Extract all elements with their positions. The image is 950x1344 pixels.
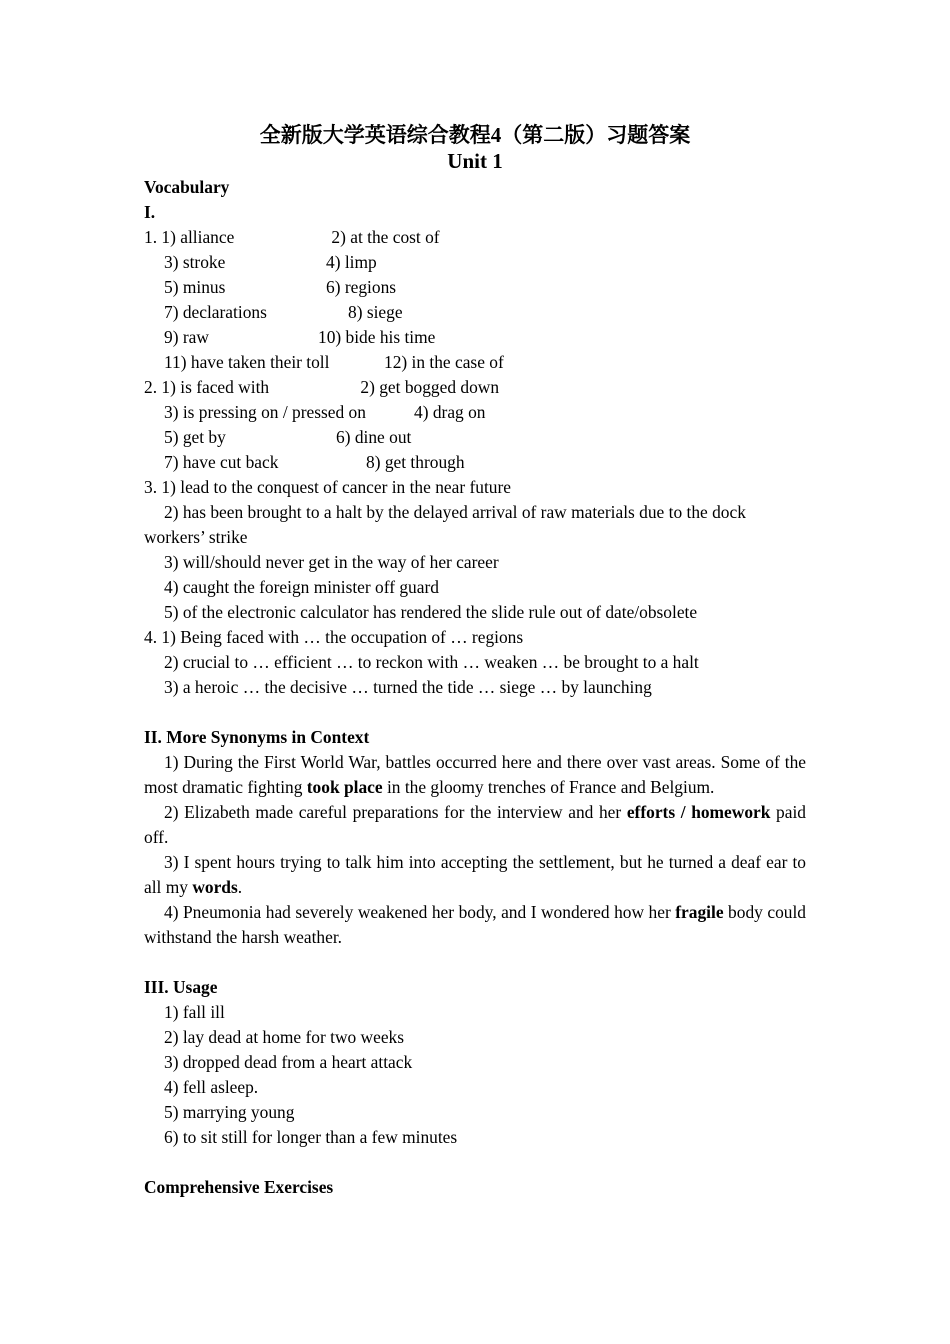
answer-item: 5) get by	[164, 427, 226, 447]
q3-row	[144, 475, 806, 500]
q2-label: 2.	[144, 377, 158, 397]
q2-row	[144, 450, 806, 475]
answer-item: workers’ strike	[144, 527, 248, 547]
answer-item: 6) regions	[326, 277, 397, 297]
answer-word: words	[192, 877, 238, 897]
spacer	[144, 950, 806, 975]
spacer	[144, 700, 806, 725]
answer-item: 5) minus	[164, 277, 226, 297]
answer-item: 2) get bogged down	[360, 377, 500, 397]
paragraph-text: paid off.	[144, 802, 806, 847]
q1-row	[144, 300, 806, 325]
answer-item: 2) at the cost of	[331, 227, 440, 247]
paragraph-text: 1) During the First World War, battles occurred here and there over vast areas. Some of the most dramatic fighting	[144, 752, 806, 797]
q2-row	[144, 425, 806, 450]
answer-item: 11) have taken their toll	[164, 352, 330, 372]
answer-item: 8) siege	[348, 302, 403, 322]
q2-row	[144, 375, 806, 400]
usage-item: 4) fell asleep.	[164, 1077, 259, 1097]
q2-row	[144, 400, 806, 425]
usage-item: 6) to sit still for longer than a few minutes	[164, 1127, 458, 1147]
paragraph-text: 4) Pneumonia had severely weakened her body, and I wondered how her	[164, 902, 676, 922]
answer-item: 7) have cut back	[164, 452, 279, 472]
answer-item: 1) lead to the conquest of cancer in the near future	[161, 477, 511, 497]
answer-item: 4) limp	[326, 252, 377, 272]
paragraph-text: body could withstand the harsh weather.	[144, 902, 806, 947]
answer-item: 1) is faced with	[161, 377, 270, 397]
answer-item: 6) dine out	[336, 427, 412, 447]
q3-row	[144, 600, 806, 625]
q1-row	[144, 325, 806, 350]
synonym-paragraph	[144, 800, 806, 850]
answer-item: 5) of the electronic calculator has rendered the slide rule out of date/obsolete	[164, 602, 698, 622]
q3-row	[144, 575, 806, 600]
unit-title: Unit 1	[447, 149, 503, 173]
comprehensive-heading: Comprehensive Exercises	[144, 1177, 334, 1197]
answer-word: fragile	[675, 902, 724, 922]
answer-word: efforts / homework	[626, 802, 771, 822]
usage-heading: III. Usage	[144, 977, 218, 997]
paragraph-text: 2) Elizabeth made careful preparations for the interview and her	[164, 802, 627, 822]
q1-row	[144, 225, 806, 250]
q3-row	[144, 525, 806, 550]
q1-row	[144, 275, 806, 300]
answer-item: 3) is pressing on / pressed on	[164, 402, 366, 422]
q4-row	[144, 625, 806, 650]
answer-word: took place	[306, 777, 383, 797]
q3-row	[144, 500, 806, 525]
answer-item: 1) alliance	[161, 227, 235, 247]
usage-item: 3) dropped dead from a heart attack	[164, 1052, 413, 1072]
synonym-paragraph	[144, 750, 806, 800]
spacer	[144, 1150, 806, 1175]
answer-item: 2) crucial to … efficient … to reckon with … weaken … be brought to a halt	[164, 652, 699, 672]
answer-item: 1) Being faced with … the occupation of … regions	[161, 627, 524, 647]
paragraph-text: in the gloomy trenches of France and Belgium.	[382, 777, 715, 797]
q4-row	[144, 650, 806, 675]
answer-item: 12) in the case of	[384, 352, 504, 372]
usage-item: 2) lay dead at home for two weeks	[164, 1027, 405, 1047]
answer-item: 4) drag on	[414, 402, 486, 422]
q1-label: 1.	[144, 227, 158, 247]
part-i-heading: I.	[144, 202, 156, 222]
document-page	[144, 122, 806, 1200]
answer-item: 2) has been brought to a halt by the delayed arrival of raw materials due to the dock	[164, 502, 746, 522]
answer-item: 8) get through	[366, 452, 465, 472]
paragraph-text: 3) I spent hours trying to talk him into accepting the settlement, but he turned a deaf ear to all my	[144, 852, 806, 897]
synonym-paragraph	[144, 900, 806, 950]
usage-item: 5) marrying young	[164, 1102, 295, 1122]
answer-item: 10) bide his time	[318, 327, 436, 347]
vocabulary-heading: Vocabulary	[144, 177, 230, 197]
answer-item: 4) caught the foreign minister off guard	[164, 577, 439, 597]
q4-label: 4.	[144, 627, 158, 647]
answer-item: 3) will/should never get in the way of her career	[164, 552, 499, 572]
answer-item: 3) stroke	[164, 252, 226, 272]
q3-label: 3.	[144, 477, 158, 497]
answer-item: 9) raw	[164, 327, 209, 347]
q3-row	[144, 550, 806, 575]
answer-item: 3) a heroic … the decisive … turned the tide … siege … by launching	[164, 677, 652, 697]
q1-row	[144, 350, 806, 375]
synonyms-heading: II. More Synonyms in Context	[144, 727, 370, 747]
document-title: 全新版大学英语综合教程4（第二版）习题答案	[259, 123, 691, 147]
answer-item: 7) declarations	[164, 302, 267, 322]
paragraph-text: .	[237, 877, 243, 897]
q1-row	[144, 250, 806, 275]
q4-row	[144, 675, 806, 700]
synonym-paragraph	[144, 850, 806, 900]
usage-item: 1) fall ill	[164, 1002, 225, 1022]
